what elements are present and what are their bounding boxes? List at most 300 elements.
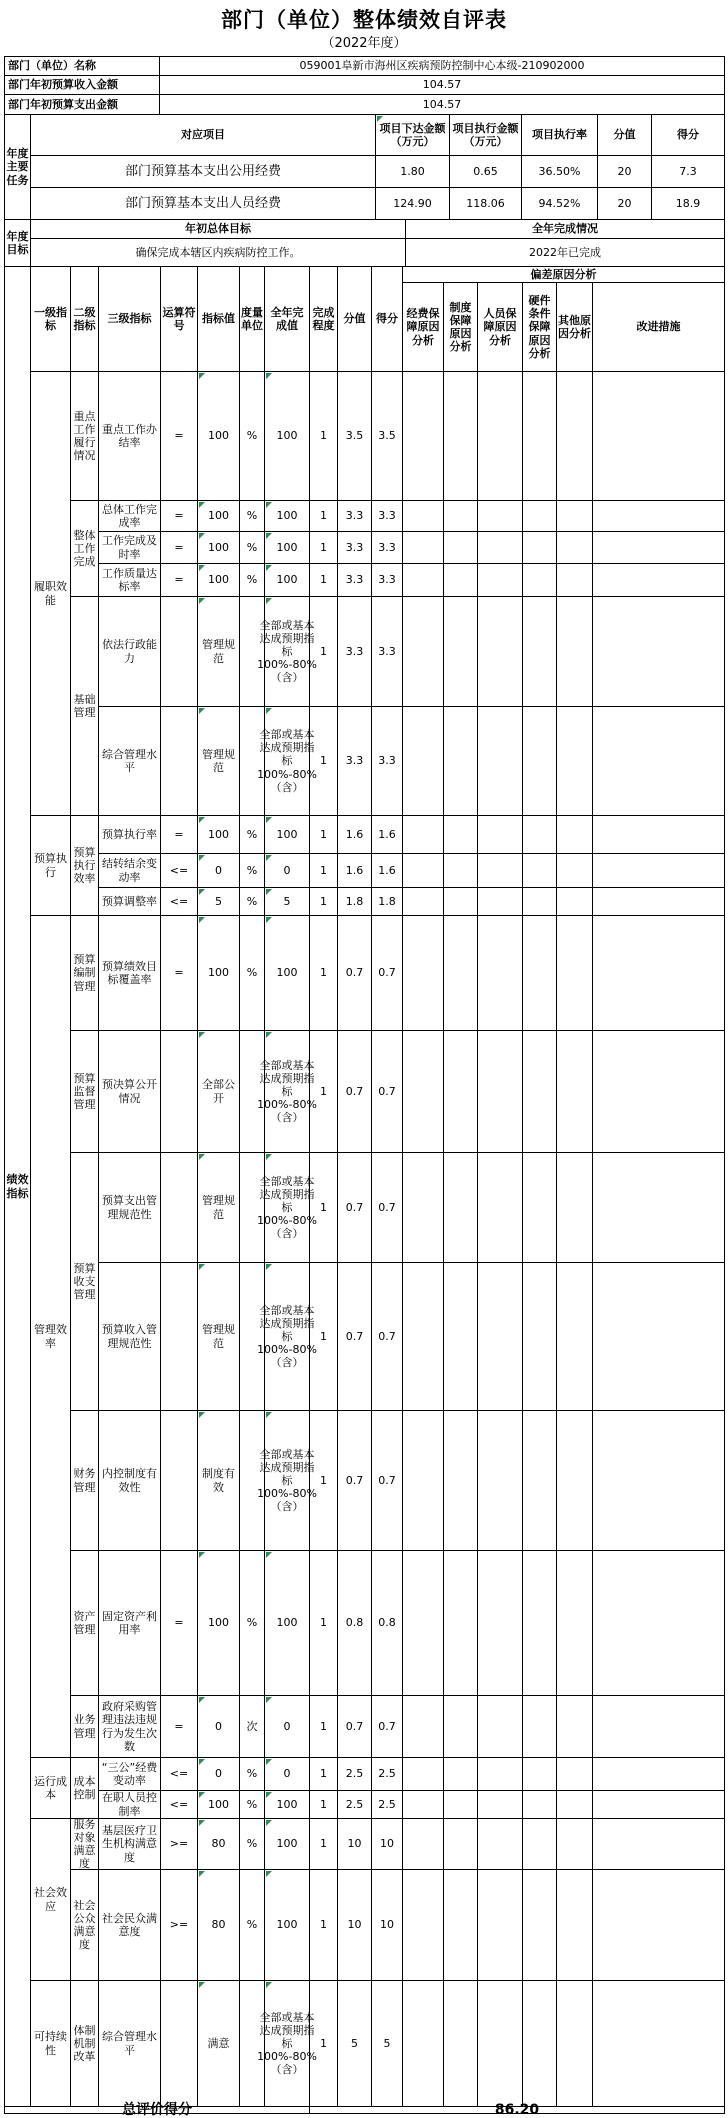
cell-marker-icon: [199, 1759, 205, 1765]
indicator-score: 10: [337, 1818, 372, 1870]
indicator-target: 100: [197, 531, 240, 564]
empty-analysis-cell: [443, 1790, 478, 1819]
indicator-degree: 1: [309, 1695, 338, 1758]
indicator-l3: 依法行政能力: [98, 596, 161, 707]
level1-indicator: 预算执行: [30, 815, 71, 916]
indicator-score: 0.7: [337, 1152, 372, 1263]
empty-analysis-cell: [443, 1030, 478, 1153]
empty-analysis-cell: [402, 1550, 444, 1696]
indicator-score: 3.3: [337, 563, 372, 597]
empty-analysis-cell: [556, 563, 593, 597]
empty-analysis-cell: [443, 563, 478, 597]
empty-analysis-cell: [522, 853, 557, 888]
empty-analysis-cell: [443, 915, 478, 1031]
empty-analysis-cell: [522, 1550, 557, 1696]
task-row-score: 20: [597, 187, 652, 220]
indicator-target: 制度有效: [197, 1410, 240, 1551]
cell-marker-icon: [199, 1871, 205, 1877]
indicator-target: 管理规范: [197, 596, 240, 707]
indicator-header-got: 得分: [371, 266, 403, 372]
indicator-header-degree: 完成程度: [309, 266, 338, 372]
indicator-l3: 工作质量达标率: [98, 563, 161, 597]
cell-marker-icon: [199, 1154, 205, 1160]
expense-label: 部门年初预算支出金额: [4, 94, 160, 115]
task-row-issued: 124.90: [375, 187, 450, 220]
indicator-score: 2.5: [337, 1790, 372, 1819]
empty-analysis-cell: [477, 1818, 523, 1870]
cell-marker-icon: [266, 1032, 272, 1038]
empty-analysis-cell: [556, 1818, 593, 1870]
indicator-score: 0.8: [337, 1550, 372, 1696]
level1-indicator: 运行成本: [30, 1757, 71, 1819]
empty-analysis-cell: [592, 706, 725, 816]
indicator-got: 3.3: [371, 706, 403, 816]
empty-analysis-cell: [556, 1550, 593, 1696]
empty-analysis-cell: [556, 531, 593, 564]
cell-marker-icon: [266, 373, 272, 379]
indicator-got: 0.7: [371, 1410, 403, 1551]
indicator-unit: %: [239, 531, 265, 564]
indicator-got: 0.7: [371, 1152, 403, 1263]
indicator-score: 0.7: [337, 1262, 372, 1411]
cell-marker-icon: [266, 1412, 272, 1418]
indicator-score: 2.5: [337, 1757, 372, 1791]
indicator-target: 管理规范: [197, 706, 240, 816]
indicator-l3: 重点工作办结率: [98, 371, 161, 501]
empty-analysis-cell: [556, 853, 593, 888]
indicator-degree: 1: [309, 563, 338, 597]
indicator-degree: 1: [309, 1550, 338, 1696]
task-row-item: 部门预算基本支出公用经费: [30, 155, 376, 188]
indicator-l3: 工作完成及时率: [98, 531, 161, 564]
indicator-unit: %: [239, 1757, 265, 1791]
unit-name-value: 059001阜新市海州区疾病预防控制中心本级-210902000: [159, 56, 725, 76]
empty-analysis-cell: [592, 1410, 725, 1551]
empty-analysis-cell: [522, 1262, 557, 1411]
empty-analysis-cell: [522, 1152, 557, 1263]
empty-analysis-cell: [443, 500, 478, 532]
total-label: 总评价得分: [4, 2106, 310, 2114]
indicator-op: <=: [160, 1790, 198, 1819]
empty-analysis-cell: [522, 596, 557, 707]
cell-marker-icon: [266, 1552, 272, 1558]
empty-analysis-cell: [592, 815, 725, 854]
indicator-unit: %: [239, 1550, 265, 1696]
indicator-l3: 基层医疗卫生机构满意度: [98, 1818, 161, 1870]
task-row-item: 部门预算基本支出人员经费: [30, 187, 376, 220]
level2-indicator: 基础管理: [70, 596, 99, 816]
cell-marker-icon: [266, 598, 272, 604]
empty-analysis-cell: [556, 815, 593, 854]
task-row-rate: 36.50%: [521, 155, 598, 188]
indicator-actual: 100: [264, 815, 310, 854]
indicator-unit: %: [239, 1818, 265, 1870]
indicator-op: [160, 1410, 198, 1551]
indicator-target: 0: [197, 1757, 240, 1791]
empty-analysis-cell: [556, 1790, 593, 1819]
indicator-op: =: [160, 915, 198, 1031]
indicator-target: 100: [197, 1550, 240, 1696]
indicator-degree: 1: [309, 1757, 338, 1791]
empty-analysis-cell: [592, 371, 725, 501]
indicator-actual: 全部或基本达成预期指标100%-80%（含）: [264, 1980, 310, 2107]
cell-marker-icon: [199, 889, 205, 895]
cell-marker-icon: [266, 1697, 272, 1703]
indicator-score: 0.7: [337, 1030, 372, 1153]
indicator-got: 3.3: [371, 563, 403, 597]
deviation-header: 偏差原因分析: [402, 266, 725, 283]
indicator-l3: 预算收入管理规范性: [98, 1262, 161, 1411]
indicator-l3: 固定资产利用率: [98, 1550, 161, 1696]
indicator-target: 5: [197, 887, 240, 916]
level2-indicator: 服务对象满意度: [70, 1818, 99, 1870]
cell-marker-icon: [266, 1820, 272, 1826]
indicator-score: 1.8: [337, 887, 372, 916]
empty-analysis-cell: [522, 1980, 557, 2107]
indicator-unit: 次: [239, 1695, 265, 1758]
indicator-degree: 1: [309, 1030, 338, 1153]
empty-analysis-cell: [402, 706, 444, 816]
empty-analysis-cell: [477, 815, 523, 854]
empty-analysis-cell: [402, 1262, 444, 1411]
income-value: 104.57: [159, 75, 725, 95]
indicator-target: 管理规范: [197, 1262, 240, 1411]
empty-analysis-cell: [592, 887, 725, 916]
task-row-executed: 0.65: [449, 155, 522, 188]
empty-analysis-cell: [477, 1410, 523, 1551]
empty-analysis-cell: [592, 1818, 725, 1870]
cell-marker-icon: [199, 1820, 205, 1826]
empty-analysis-cell: [402, 815, 444, 854]
indicator-op: [160, 706, 198, 816]
empty-analysis-cell: [522, 500, 557, 532]
indicator-header-target: 指标值: [197, 266, 240, 372]
empty-analysis-cell: [443, 1550, 478, 1696]
indicator-target: 0: [197, 853, 240, 888]
indicator-actual: 全部或基本达成预期指标100%-80%（含）: [264, 1410, 310, 1551]
empty-analysis-cell: [402, 915, 444, 1031]
cell-marker-icon: [199, 533, 205, 539]
indicator-op: =: [160, 531, 198, 564]
level2-indicator: 成本控制: [70, 1757, 99, 1819]
empty-analysis-cell: [556, 1262, 593, 1411]
level1-indicator: 管理效率: [30, 915, 71, 1758]
cell-marker-icon: [266, 1264, 272, 1270]
indicator-header-l3: 三级指标: [98, 266, 161, 372]
empty-analysis-cell: [477, 1550, 523, 1696]
indicator-target: 80: [197, 1818, 240, 1870]
indicator-target: 管理规范: [197, 1152, 240, 1263]
indicator-unit: %: [239, 500, 265, 532]
empty-analysis-cell: [522, 815, 557, 854]
indicator-score: 10: [337, 1869, 372, 1981]
indicator-l3: 内控制度有效性: [98, 1410, 161, 1551]
indicator-actual: 100: [264, 1818, 310, 1870]
indicator-op: >=: [160, 1818, 198, 1870]
indicator-actual: 全部或基本达成预期指标100%-80%（含）: [264, 596, 310, 707]
indicator-target: 100: [197, 563, 240, 597]
empty-analysis-cell: [592, 1695, 725, 1758]
indicator-op: =: [160, 371, 198, 501]
empty-analysis-cell: [402, 1410, 444, 1551]
indicator-actual: 0: [264, 853, 310, 888]
empty-analysis-cell: [477, 915, 523, 1031]
empty-analysis-cell: [592, 531, 725, 564]
indicator-unit: %: [239, 1869, 265, 1981]
indicator-got: 10: [371, 1869, 403, 1981]
cell-marker-icon: [266, 855, 272, 861]
indicator-got: 0.7: [371, 915, 403, 1031]
cell-marker-icon: [199, 1552, 205, 1558]
indicator-target: 80: [197, 1869, 240, 1981]
empty-analysis-cell: [556, 596, 593, 707]
empty-analysis-cell: [402, 563, 444, 597]
cell-marker-icon: [266, 1154, 272, 1160]
empty-analysis-cell: [402, 853, 444, 888]
empty-analysis-cell: [443, 853, 478, 888]
tasks-header-rate: 项目执行率: [521, 114, 598, 156]
indicator-l3: 预算绩效目标覆盖率: [98, 915, 161, 1031]
task-row-got: 7.3: [651, 155, 725, 188]
indicator-score: 0.7: [337, 1695, 372, 1758]
indicator-target: 100: [197, 915, 240, 1031]
indicator-op: [160, 1262, 198, 1411]
task-row-issued: 1.80: [375, 155, 450, 188]
cell-marker-icon: [266, 1759, 272, 1765]
empty-analysis-cell: [522, 915, 557, 1031]
empty-analysis-cell: [592, 1262, 725, 1411]
indicator-got: 0.8: [371, 1550, 403, 1696]
indicator-l3: 政府采购管理违法违规行为发生次数: [98, 1695, 161, 1758]
indicator-unit: %: [239, 1790, 265, 1819]
empty-analysis-cell: [522, 563, 557, 597]
indicator-l3: 预决算公开情况: [98, 1030, 161, 1153]
empty-analysis-cell: [556, 1757, 593, 1791]
indicator-actual: 100: [264, 371, 310, 501]
indicator-degree: 1: [309, 706, 338, 816]
level2-indicator: 重点工作履行情况: [70, 371, 99, 501]
indicator-actual: 100: [264, 1869, 310, 1981]
empty-analysis-cell: [592, 1152, 725, 1263]
indicator-op: =: [160, 815, 198, 854]
indicator-degree: 1: [309, 815, 338, 854]
indicator-l3: 综合管理水平: [98, 1980, 161, 2107]
level2-indicator: 财务管理: [70, 1410, 99, 1551]
empty-analysis-cell: [477, 1262, 523, 1411]
cell-marker-icon: [199, 1697, 205, 1703]
empty-analysis-cell: [556, 1695, 593, 1758]
empty-analysis-cell: [477, 500, 523, 532]
level2-indicator: 业务管理: [70, 1695, 99, 1758]
indicator-got: 3.3: [371, 596, 403, 707]
indicator-op: =: [160, 500, 198, 532]
cell-marker-icon: [266, 1982, 272, 1988]
indicator-degree: 1: [309, 1818, 338, 1870]
indicator-score: 0.7: [337, 915, 372, 1031]
empty-analysis-cell: [592, 596, 725, 707]
deviation-header-dev5: 其他原因分析: [556, 282, 593, 372]
indicator-degree: 1: [309, 1869, 338, 1981]
cell-marker-icon: [266, 502, 272, 508]
deviation-header-dev4: 硬件条件保障原因分析: [522, 282, 557, 372]
tasks-side-label: 年度主要任务: [4, 114, 31, 220]
indicator-target: 全部公开: [197, 1030, 240, 1153]
empty-analysis-cell: [556, 500, 593, 532]
empty-analysis-cell: [592, 915, 725, 1031]
empty-analysis-cell: [592, 1790, 725, 1819]
indicator-score: 0.7: [337, 1410, 372, 1551]
task-row-rate: 94.52%: [521, 187, 598, 220]
empty-analysis-cell: [556, 1030, 593, 1153]
empty-analysis-cell: [556, 887, 593, 916]
cell-marker-icon: [199, 817, 205, 823]
level2-indicator: 预算编制管理: [70, 915, 99, 1031]
cell-marker-icon: [199, 373, 205, 379]
cell-marker-icon: [266, 1871, 272, 1877]
empty-analysis-cell: [443, 1757, 478, 1791]
indicator-header-actual: 全年完成值: [264, 266, 310, 372]
empty-analysis-cell: [522, 1757, 557, 1791]
indicator-l3: 在职人员控制率: [98, 1790, 161, 1819]
indicator-op: =: [160, 563, 198, 597]
indicator-score: 3.3: [337, 596, 372, 707]
indicator-l3: 预算执行率: [98, 815, 161, 854]
indicator-l3: 预算调整率: [98, 887, 161, 916]
empty-analysis-cell: [477, 596, 523, 707]
indicator-target: 100: [197, 500, 240, 532]
empty-analysis-cell: [402, 1152, 444, 1263]
indicator-got: 3.3: [371, 531, 403, 564]
indicator-got: 10: [371, 1818, 403, 1870]
page-title: 部门（单位）整体绩效自评表: [221, 8, 507, 32]
cell-marker-icon: [199, 502, 205, 508]
empty-analysis-cell: [522, 1818, 557, 1870]
empty-analysis-cell: [592, 1030, 725, 1153]
empty-analysis-cell: [477, 853, 523, 888]
cell-marker-icon: [377, 116, 383, 122]
cell-marker-icon: [266, 817, 272, 823]
indicator-actual: 100: [264, 531, 310, 564]
empty-analysis-cell: [477, 531, 523, 564]
empty-analysis-cell: [522, 1410, 557, 1551]
task-row-score: 20: [597, 155, 652, 188]
improve-header: 改进措施: [592, 282, 725, 372]
deviation-header-dev1: 经费保障原因分析: [402, 282, 444, 372]
indicator-degree: 1: [309, 887, 338, 916]
empty-analysis-cell: [522, 1030, 557, 1153]
cell-marker-icon: [199, 598, 205, 604]
empty-analysis-cell: [522, 1695, 557, 1758]
empty-analysis-cell: [556, 915, 593, 1031]
indicator-got: 3.3: [371, 500, 403, 532]
task-row-got: 18.9: [651, 187, 725, 220]
empty-analysis-cell: [402, 500, 444, 532]
done-text: 2022年已完成: [405, 238, 725, 267]
empty-analysis-cell: [556, 1869, 593, 1981]
empty-analysis-cell: [477, 706, 523, 816]
empty-analysis-cell: [592, 1757, 725, 1791]
empty-analysis-cell: [402, 1790, 444, 1819]
level1-indicator: 履职效能: [30, 371, 71, 816]
empty-analysis-cell: [522, 887, 557, 916]
indicator-op: [160, 1152, 198, 1263]
cell-marker-icon: [266, 917, 272, 923]
cell-marker-icon: [266, 889, 272, 895]
empty-analysis-cell: [556, 706, 593, 816]
indicator-actual: 全部或基本达成预期指标100%-80%（含）: [264, 706, 310, 816]
empty-analysis-cell: [592, 853, 725, 888]
indicator-score: 3.3: [337, 531, 372, 564]
indicator-degree: 1: [309, 531, 338, 564]
indicator-actual: 100: [264, 563, 310, 597]
indicator-unit: %: [239, 887, 265, 916]
level2-indicator: 资产管理: [70, 1550, 99, 1696]
indicator-score: 3.5: [337, 371, 372, 501]
empty-analysis-cell: [477, 371, 523, 501]
level2-indicator: 预算监督管理: [70, 1030, 99, 1153]
indicator-target: 0: [197, 1695, 240, 1758]
indicator-unit: %: [239, 563, 265, 597]
level1-indicator: 可持续性: [30, 1980, 71, 2107]
indicator-actual: 100: [264, 500, 310, 532]
cell-marker-icon: [199, 1982, 205, 1988]
level2-indicator: 预算收支管理: [70, 1152, 99, 1411]
empty-analysis-cell: [522, 1790, 557, 1819]
indicator-unit: %: [239, 915, 265, 1031]
cell-marker-icon: [266, 1792, 272, 1798]
indicator-degree: 1: [309, 853, 338, 888]
indicator-op: [160, 1030, 198, 1153]
cell-marker-icon: [266, 533, 272, 539]
empty-analysis-cell: [477, 1869, 523, 1981]
indicator-got: 3.5: [371, 371, 403, 501]
indicator-unit: %: [239, 853, 265, 888]
empty-analysis-cell: [556, 1410, 593, 1551]
indicator-actual: 0: [264, 1695, 310, 1758]
empty-analysis-cell: [522, 531, 557, 564]
empty-analysis-cell: [556, 1152, 593, 1263]
indicator-degree: 1: [309, 915, 338, 1031]
indicator-degree: 1: [309, 500, 338, 532]
indicator-op: <=: [160, 887, 198, 916]
empty-analysis-cell: [443, 1869, 478, 1981]
indicator-actual: 全部或基本达成预期指标100%-80%（含）: [264, 1030, 310, 1153]
empty-analysis-cell: [556, 1980, 593, 2107]
indicator-got: 1.8: [371, 887, 403, 916]
indicator-target: 100: [197, 371, 240, 501]
empty-analysis-cell: [522, 706, 557, 816]
deviation-header-dev2: 制度保障原因分析: [443, 282, 478, 372]
level2-indicator: 预算执行效率: [70, 815, 99, 916]
empty-analysis-cell: [477, 1152, 523, 1263]
empty-analysis-cell: [402, 1869, 444, 1981]
cell-marker-icon: [199, 855, 205, 861]
indicator-op: <=: [160, 1757, 198, 1791]
goal-header: 年初总体目标: [30, 219, 406, 239]
deviation-header-dev3: 人员保障原因分析: [477, 282, 523, 372]
tasks-header-issued: 项目下达金额（万元）: [375, 114, 450, 156]
expense-value: 104.57: [159, 94, 725, 115]
empty-analysis-cell: [592, 563, 725, 597]
empty-analysis-cell: [477, 887, 523, 916]
indicator-l3: 结转结余变动率: [98, 853, 161, 888]
cell-marker-icon: [266, 708, 272, 714]
empty-analysis-cell: [443, 531, 478, 564]
indicator-op: =: [160, 1695, 198, 1758]
indicator-l3: 社会民众满意度: [98, 1869, 161, 1981]
indicators-side-label: 绩效指标: [4, 266, 31, 2107]
indicator-target: 100: [197, 1790, 240, 1819]
